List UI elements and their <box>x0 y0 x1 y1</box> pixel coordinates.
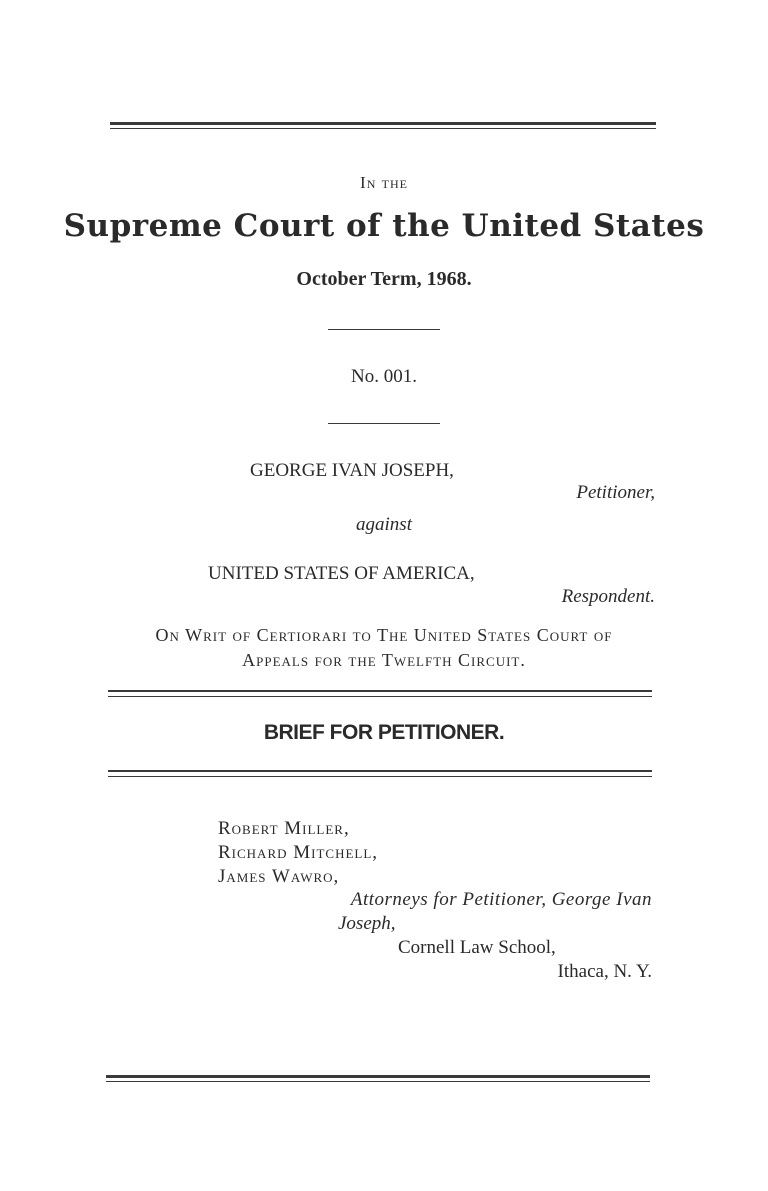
petitioner-name: GEORGE IVAN JOSEPH, <box>250 460 454 481</box>
short-rule-2 <box>328 423 440 424</box>
attorney-name-2: Richard Mitchell, <box>218 842 379 863</box>
brief-title: BRIEF FOR PETITIONER. <box>263 721 505 744</box>
in-the-label: In the <box>360 173 408 192</box>
bottom-rule-thick <box>106 1075 650 1078</box>
attorney-role-line-2: Joseph, <box>338 913 396 934</box>
top-rule-thick <box>110 122 656 125</box>
attorney-name-1: Robert Miller, <box>218 818 350 839</box>
bottom-rule-thin <box>106 1081 650 1082</box>
writ-line-2: Appeals for the Twelfth Circuit. <box>242 650 526 670</box>
law-school: Cornell Law School, <box>398 937 556 958</box>
city: Ithaca, N. Y. <box>557 961 652 982</box>
top-rule-thin <box>110 128 656 129</box>
short-rule-1 <box>328 329 440 330</box>
respondent-name: UNITED STATES OF AMERICA, <box>208 563 475 584</box>
mid-rule-thick <box>108 690 652 692</box>
mid-rule-thin <box>108 696 652 697</box>
petitioner-role: Petitioner, <box>576 482 655 503</box>
respondent-role: Respondent. <box>561 586 655 607</box>
case-number: No. 001. <box>351 366 417 387</box>
versus-label: against <box>356 514 412 535</box>
brief-rule-thick <box>108 770 652 772</box>
attorney-role-line-1: Attorneys for Petitioner, George Ivan <box>350 889 652 910</box>
court-name: Supreme Court of the United States <box>63 208 705 244</box>
term-label: October Term, 1968. <box>296 268 472 290</box>
brief-rule-thin <box>108 776 652 777</box>
attorney-name-3: James Wawro, <box>218 866 340 887</box>
writ-line-1: On Writ of Certiorari to The United States Court of <box>155 625 613 645</box>
